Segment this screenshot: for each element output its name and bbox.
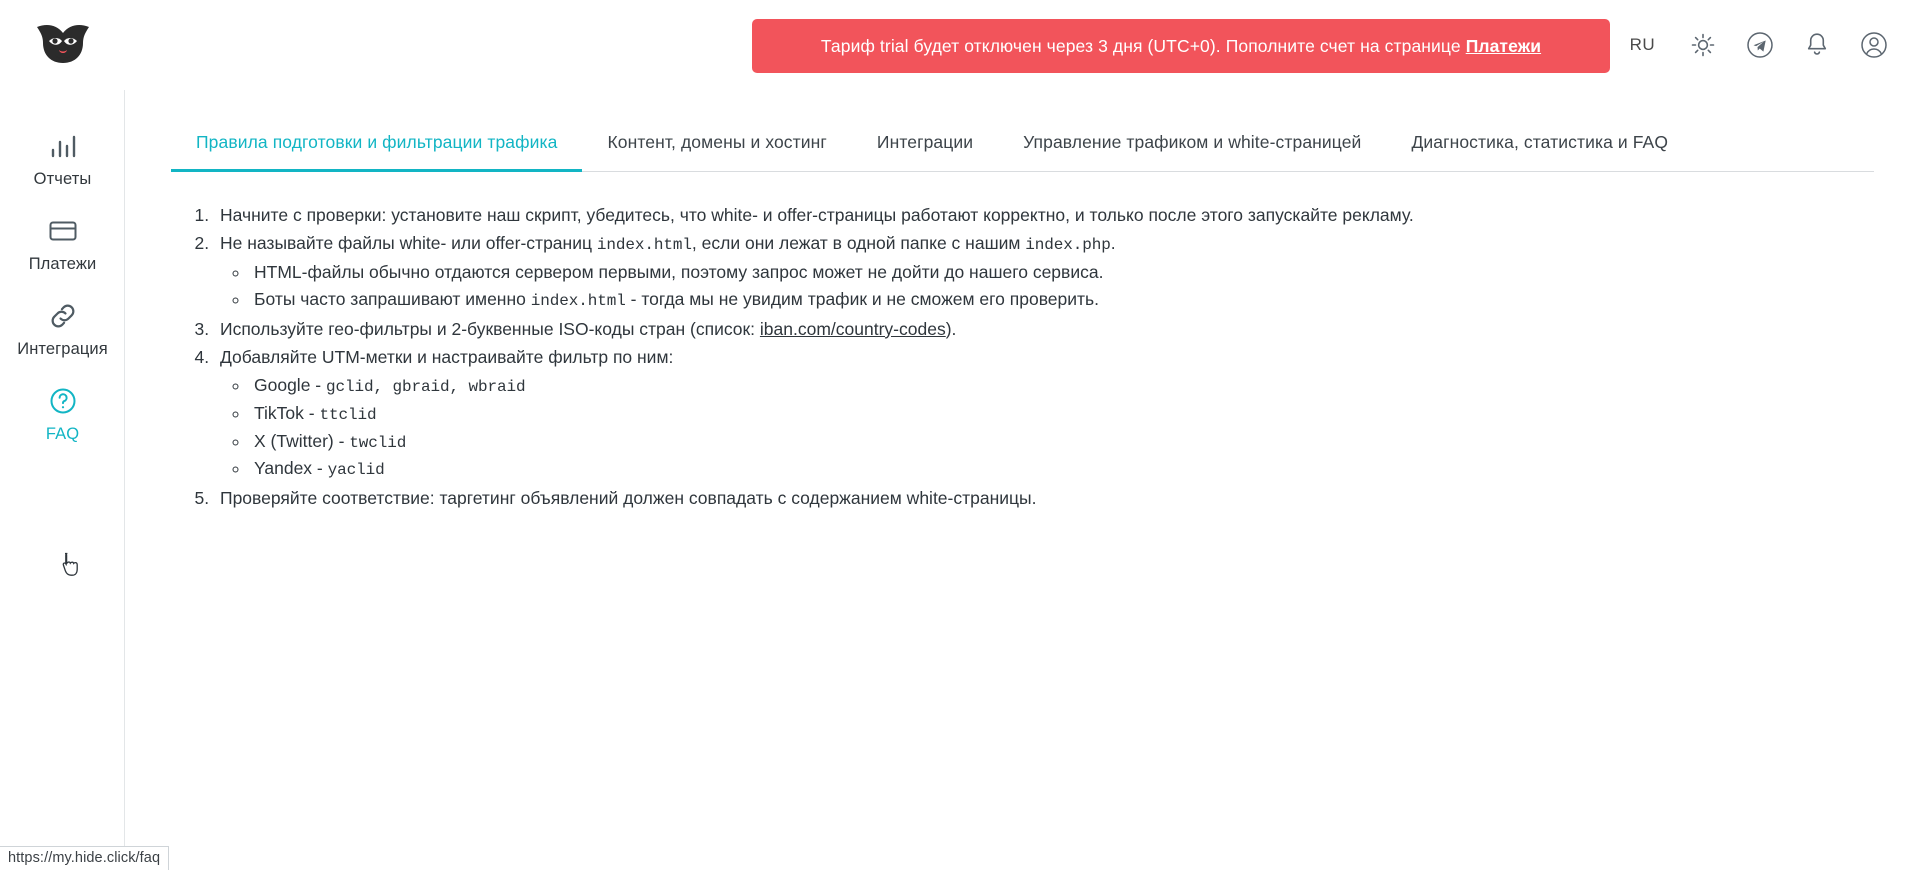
faq-sub-item bbox=[250, 455, 1874, 483]
raccoon-logo-icon bbox=[31, 21, 95, 69]
inline-code: index.html bbox=[530, 292, 626, 311]
faq-article bbox=[126, 172, 1919, 512]
top-bar bbox=[0, 0, 1919, 90]
app-logo[interactable] bbox=[0, 0, 125, 90]
faq-item-text bbox=[220, 347, 673, 367]
faq-sub-item bbox=[250, 259, 1874, 286]
text-span: Yandex - bbox=[254, 458, 328, 479]
inline-code: gclid, gbraid, wbraid bbox=[325, 378, 526, 397]
text-span: Google - bbox=[254, 375, 326, 396]
text-span: Начните с проверки: установите наш скрипт, убедитесь, что white- и offer-страницы работают корректно, и только после этого запускайте рекламу. bbox=[220, 205, 1414, 225]
status-bar-url: https://my.hide.click/faq bbox=[0, 846, 169, 870]
text-span: Боты часто запрашивают именно bbox=[254, 289, 531, 310]
faq-item-text bbox=[220, 233, 1116, 253]
inline-code: yaclid bbox=[327, 461, 385, 480]
tab-traffic-rules[interactable]: Правила подготовки и фильтрации трафика bbox=[171, 115, 582, 172]
tab-bar bbox=[171, 115, 1874, 172]
inline-code: twclid bbox=[349, 433, 407, 452]
external-link[interactable]: iban.com/country-codes bbox=[759, 318, 946, 339]
text-span: Используйте гео-фильтры и 2-буквенные ISO-коды стран (список: bbox=[220, 318, 760, 339]
faq-sub-item bbox=[250, 428, 1874, 456]
bar-chart-icon bbox=[47, 129, 79, 163]
faq-item-text bbox=[220, 205, 1414, 225]
text-span: HTML-файлы обычно отдаются сервером первыми, поэтому запрос может не дойти до нашего сервиса. bbox=[254, 261, 1104, 282]
faq-sub-item bbox=[250, 400, 1874, 428]
card-icon bbox=[47, 214, 79, 248]
text-span: - тогда мы не увидим трафик и не сможем его проверить. bbox=[625, 289, 1100, 310]
faq-list-item bbox=[214, 485, 1874, 512]
text-span: Не называйте файлы white- или offer-страниц bbox=[220, 233, 597, 254]
sidebar-item-label: Отчеты bbox=[33, 170, 92, 188]
text-span: TikTok - bbox=[254, 402, 320, 423]
faq-item-text bbox=[220, 319, 956, 339]
tabs-container bbox=[126, 90, 1919, 172]
sidebar-item-payments[interactable] bbox=[0, 203, 125, 288]
top-bar-actions bbox=[1624, 0, 1889, 90]
faq-sub-item bbox=[250, 372, 1874, 400]
faq-sub-list bbox=[220, 372, 1874, 483]
sidebar-item-faq[interactable] bbox=[0, 373, 125, 458]
trial-alert-text: Тариф trial будет отключен через 3 дня (UTC+0). Пополните счет на странице bbox=[820, 35, 1461, 56]
faq-sub-list bbox=[220, 259, 1874, 314]
sidebar-item-label: Платежи bbox=[28, 255, 97, 273]
faq-list-item bbox=[214, 316, 1874, 343]
tab-integrations[interactable]: Интеграции bbox=[876, 132, 974, 152]
faq-item-text bbox=[220, 488, 1037, 508]
trial-alert-banner bbox=[752, 19, 1610, 73]
main-content bbox=[126, 90, 1919, 870]
text-span: . bbox=[1110, 233, 1116, 254]
faq-list-item bbox=[214, 202, 1874, 229]
sidebar-item-integration[interactable] bbox=[0, 288, 125, 373]
faq-list-item bbox=[214, 230, 1874, 314]
text-span: ). bbox=[945, 318, 957, 339]
sidebar-item-reports[interactable] bbox=[0, 118, 125, 203]
inline-code: ttclid bbox=[319, 405, 377, 424]
text-span: Добавляйте UTM-метки и настраивайте фильтр по ним: bbox=[220, 346, 674, 367]
text-span: , если они лежат в одной папке с нашим bbox=[691, 233, 1026, 254]
faq-list-item bbox=[214, 344, 1874, 483]
question-circle-icon bbox=[48, 384, 78, 418]
inline-code: index.php bbox=[1025, 236, 1111, 255]
text-span: X (Twitter) - bbox=[254, 430, 350, 451]
tab-diagnostics-faq[interactable]: Диагностика, статистика и FAQ bbox=[1411, 132, 1669, 152]
mouse-cursor-icon bbox=[62, 552, 82, 578]
sun-icon[interactable] bbox=[1688, 30, 1718, 60]
sidebar-item-label: FAQ bbox=[45, 425, 80, 443]
link-icon bbox=[48, 299, 78, 333]
sidebar-item-label: Интеграция bbox=[17, 340, 108, 358]
language-switcher[interactable]: RU bbox=[1624, 34, 1661, 56]
sidebar bbox=[0, 90, 125, 870]
text-span: Проверяйте соответствие: таргетинг объявлений должен совпадать с содержанием white-страницы. bbox=[220, 488, 1037, 509]
user-circle-icon[interactable] bbox=[1859, 30, 1889, 60]
trial-alert-payments-link[interactable]: Платежи bbox=[1465, 35, 1542, 56]
bell-icon[interactable] bbox=[1802, 30, 1832, 60]
tab-traffic-management[interactable]: Управление трафиком и white-страницей bbox=[1023, 132, 1362, 152]
faq-ordered-list bbox=[186, 202, 1874, 512]
telegram-icon[interactable] bbox=[1745, 30, 1775, 60]
inline-code: index.html bbox=[596, 236, 692, 255]
tab-content-domains-hosting[interactable]: Контент, домены и хостинг bbox=[607, 132, 827, 152]
faq-sub-item bbox=[250, 286, 1874, 314]
